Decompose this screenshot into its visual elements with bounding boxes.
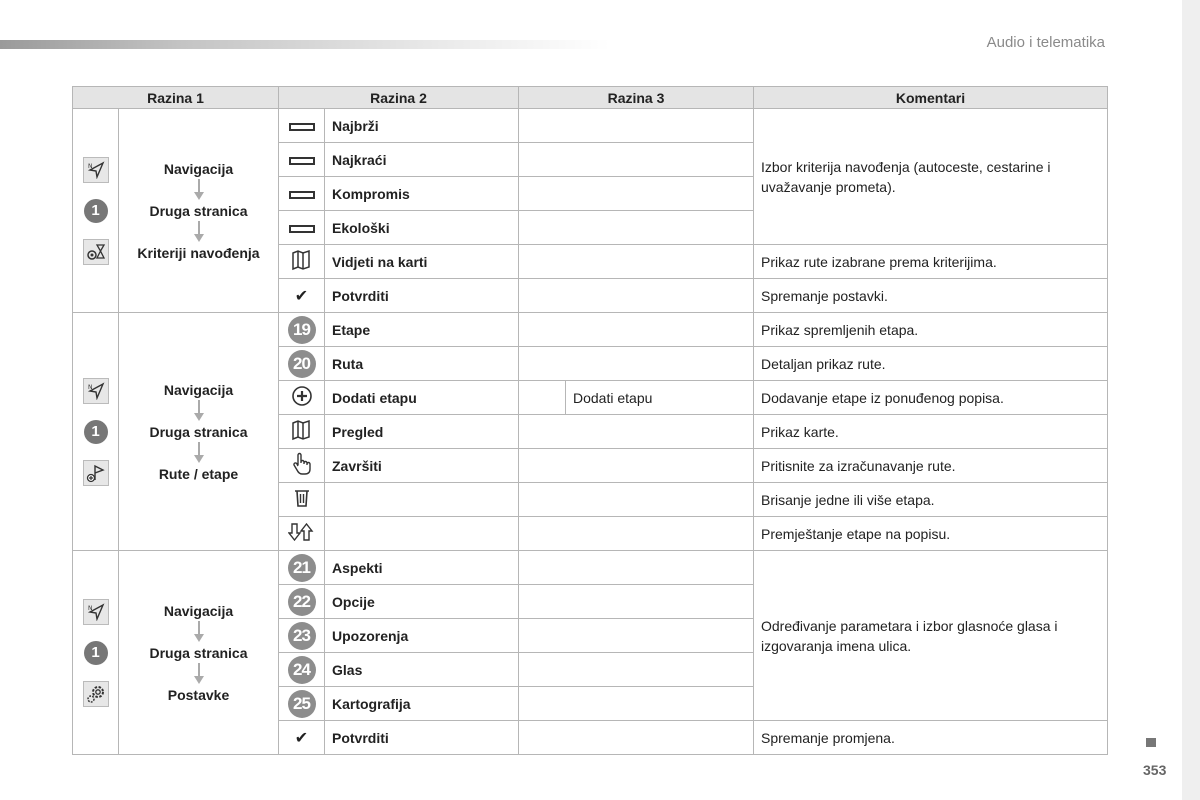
option-label[interactable]: Opcije [325, 585, 519, 619]
number-1-icon: 1 [84, 641, 108, 665]
arrow-down-icon [194, 179, 204, 201]
table-row [73, 551, 1108, 585]
flag-plus-icon [83, 460, 109, 486]
settings-gear-icon [83, 681, 109, 707]
table-header-row [73, 87, 1108, 109]
number-badge-21[interactable]: 21 [288, 554, 316, 582]
comment-cell: Određivanje parametara i izbor glasnoće glasa i izgovaranja imena ulica. [754, 551, 1108, 721]
level3-cell [519, 245, 754, 279]
level1-path: Navigacija Druga stranica Rute / etape [119, 313, 279, 551]
option-label[interactable]: Potvrditi [325, 721, 519, 755]
col-header-level3: Razina 3 [519, 87, 754, 109]
dash-icon[interactable] [289, 123, 315, 131]
level3-cell [519, 619, 754, 653]
option-label[interactable]: Najkraći [325, 143, 519, 177]
level3-cell [519, 109, 754, 143]
menu-table [72, 86, 1108, 755]
level3-cell [519, 517, 754, 551]
page-marker [1146, 738, 1156, 747]
option-label[interactable]: Pregled [325, 415, 519, 449]
number-1-icon: 1 [84, 199, 108, 223]
comment-cell: Detaljan prikaz rute. [754, 347, 1108, 381]
arrow-down-icon [194, 663, 204, 685]
arrow-down-icon [194, 621, 204, 643]
table-row [73, 109, 1108, 143]
level1-path: Navigacija Druga stranica Kriteriji navođenja [119, 109, 279, 313]
option-label[interactable]: Upozorenja [325, 619, 519, 653]
number-1-icon: 1 [84, 420, 108, 444]
option-label[interactable]: Kompromis [325, 177, 519, 211]
number-badge-23[interactable]: 23 [288, 622, 316, 650]
option-label[interactable]: Završiti [325, 449, 519, 483]
number-badge-24[interactable]: 24 [288, 656, 316, 684]
option-label[interactable]: Vidjeti na karti [325, 245, 519, 279]
map-icon[interactable] [291, 419, 313, 441]
level3-cell [519, 279, 754, 313]
row-icon-cell [279, 109, 325, 143]
comment-cell: Prikaz karte. [754, 415, 1108, 449]
comment-cell: Prikaz rute izabrane prema kriterijima. [754, 245, 1108, 279]
level3-cell [519, 415, 754, 449]
level3-cell [519, 585, 754, 619]
col-header-level2: Razina 2 [279, 87, 519, 109]
option-label[interactable]: Potvrditi [325, 279, 519, 313]
comment-cell: Pritisnite za izračunavanje rute. [754, 449, 1108, 483]
option-label[interactable]: Glas [325, 653, 519, 687]
plus-circle-icon[interactable] [291, 385, 313, 407]
navigation-icon [83, 599, 109, 625]
comment-cell: Spremanje promjena. [754, 721, 1108, 755]
option-label[interactable]: Ekološki [325, 211, 519, 245]
level1-icons [73, 313, 119, 551]
option-label [325, 483, 519, 517]
level3-cell [519, 347, 754, 381]
arrow-down-icon [194, 221, 204, 243]
header-gradient-bar [0, 40, 610, 49]
level3-cell [519, 721, 754, 755]
number-badge-19[interactable]: 19 [288, 316, 316, 344]
level1-icons [73, 109, 119, 313]
page-edge-strip [1182, 0, 1200, 800]
check-icon[interactable]: ✔ [294, 287, 309, 305]
level3-cell [519, 551, 754, 585]
navigation-icon [83, 157, 109, 183]
level1-path: Navigacija Druga stranica Postavke [119, 551, 279, 755]
dash-icon[interactable] [289, 191, 315, 199]
option-label[interactable]: Ruta [325, 347, 519, 381]
number-badge-20[interactable]: 20 [288, 350, 316, 378]
number-badge-25[interactable]: 25 [288, 690, 316, 718]
option-label[interactable]: Kartografija [325, 687, 519, 721]
hand-icon[interactable] [291, 452, 313, 476]
navigation-icon [83, 378, 109, 404]
table-row [73, 313, 1108, 347]
comment-cell: Brisanje jedne ili više etapa. [754, 483, 1108, 517]
option-label [325, 517, 519, 551]
svg-text:N: N [87, 162, 92, 170]
arrow-down-icon [194, 400, 204, 422]
move-arrows-icon[interactable] [288, 521, 316, 543]
comment-cell: Spremanje postavki. [754, 279, 1108, 313]
level3-cell [519, 313, 754, 347]
settings-hourglass-icon [83, 239, 109, 265]
comment-cell: Izbor kriterija navođenja (autoceste, cestarine i uvažavanje prometa). [754, 109, 1108, 245]
level3-icon-cell [519, 381, 566, 414]
level3-cell [519, 177, 754, 211]
level3-cell [519, 381, 754, 415]
level3-cell [519, 143, 754, 177]
trash-icon[interactable] [292, 488, 312, 508]
option-label[interactable]: Dodati etapu [325, 381, 519, 415]
level1-icons [73, 551, 119, 755]
arrow-down-icon [194, 442, 204, 464]
comment-cell: Prikaz spremljenih etapa. [754, 313, 1108, 347]
number-badge-22[interactable]: 22 [288, 588, 316, 616]
option-label[interactable]: Najbrži [325, 109, 519, 143]
level3-cell [519, 483, 754, 517]
level3-cell [519, 653, 754, 687]
level3-cell [519, 449, 754, 483]
dash-icon[interactable] [289, 157, 315, 165]
page-number: 353 [1143, 762, 1167, 778]
level3-cell [519, 687, 754, 721]
level3-label[interactable]: Dodati etapu [573, 389, 653, 406]
comment-cell: Dodavanje etape iz ponuđenog popisa. [754, 381, 1108, 415]
option-label[interactable]: Aspekti [325, 551, 519, 585]
level3-cell [519, 211, 754, 245]
dash-icon[interactable] [289, 225, 315, 233]
col-header-level1: Razina 1 [73, 87, 279, 109]
svg-text:N: N [87, 604, 92, 612]
check-icon[interactable]: ✔ [294, 729, 309, 747]
section-title: Audio i telematika [986, 34, 1105, 51]
comment-cell: Premještanje etape na popisu. [754, 517, 1108, 551]
svg-text:N: N [87, 383, 92, 391]
map-icon[interactable] [291, 249, 313, 271]
option-label[interactable]: Etape [325, 313, 519, 347]
col-header-comments: Komentari [754, 87, 1108, 109]
